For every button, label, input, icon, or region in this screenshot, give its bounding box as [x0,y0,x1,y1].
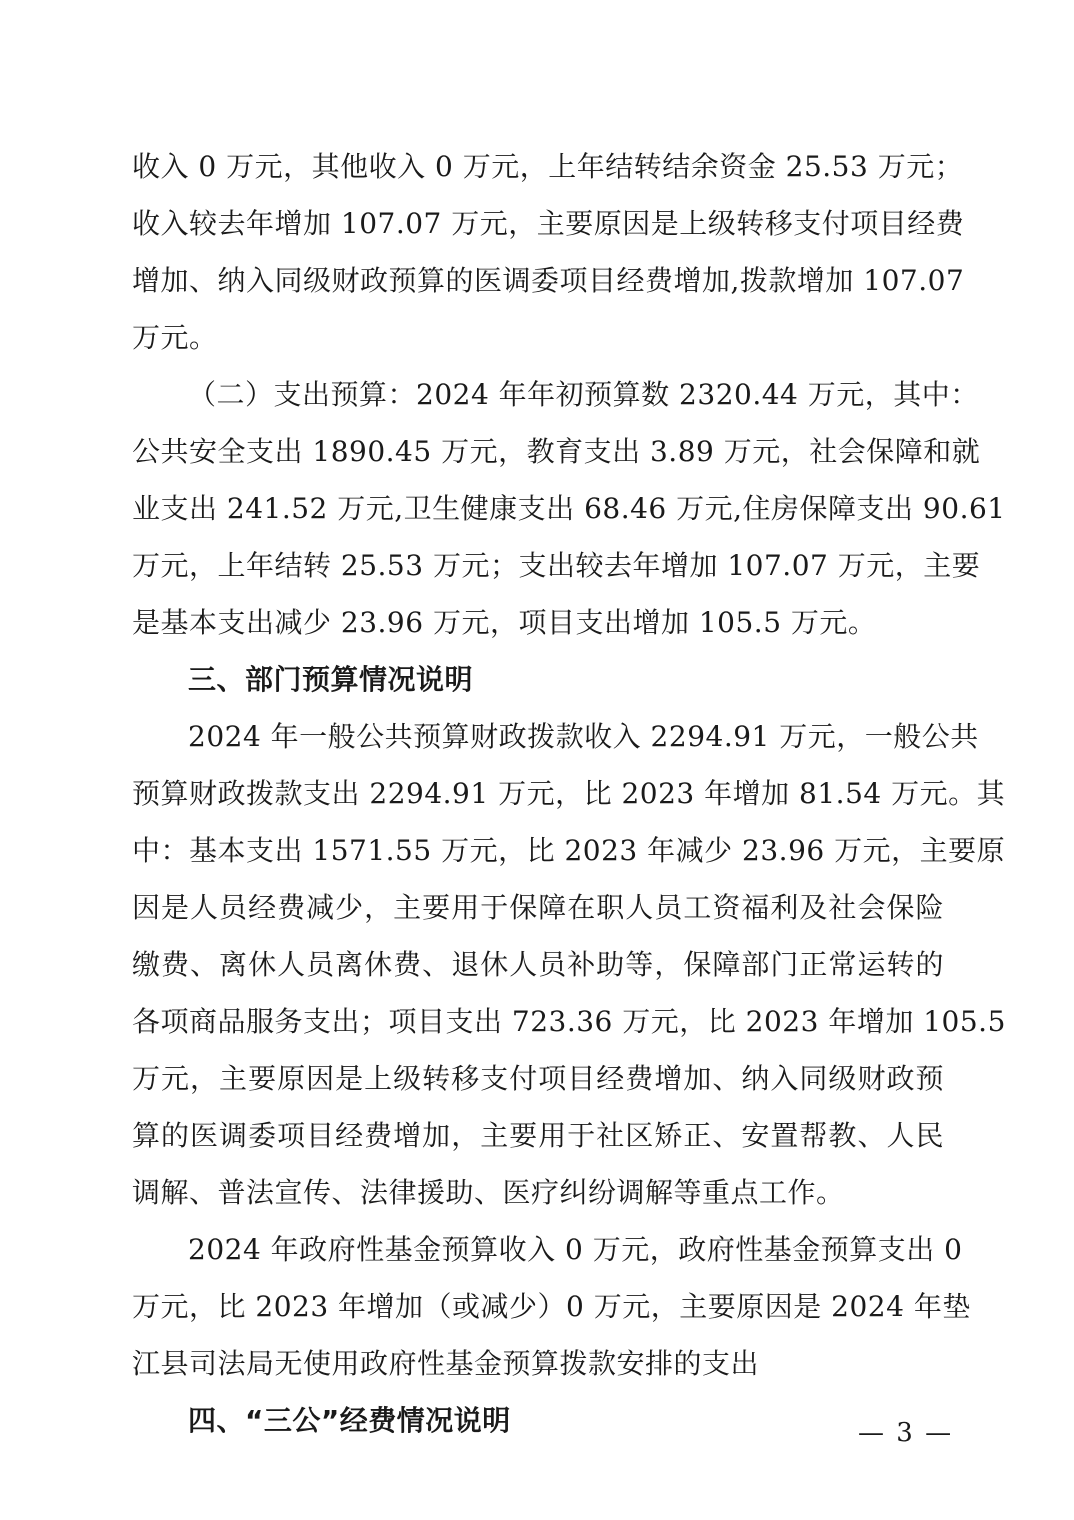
text-line: 是基本支出减少 23.96 万元，项目支出增加 105.5 万元。 [132,606,877,639]
paragraph-general-public-budget [132,708,1006,1221]
text-line: 算的医调委项目经费增加，主要用于社区矫正、安置帮教、人民 [132,1119,944,1152]
text-line: 中：基本支出 1571.55 万元，比 2023 年减少 23.96 万元，主要原 [132,834,1006,867]
text-line: 业支出 241.52 万元,卫生健康支出 68.46 万元,住房保障支出 90.61 [132,492,1006,525]
text-line: 收入 0 万元，其他收入 0 万元，上年结转结余资金 25.53 万元； [132,150,964,183]
text-line: 缴费、离休人员离休费、退休人员补助等，保障部门正常运转的 [132,948,944,981]
text-line: 万元，主要原因是上级转移支付项目经费增加、纳入同级财政预 [132,1062,944,1095]
text-line: 收入较去年增加 107.07 万元，主要原因是上级转移支付项目经费 [132,207,965,240]
page-number: — 3 — [858,1418,954,1448]
paragraph-income-continuation [132,138,965,366]
text-line: 2024 年一般公共预算财政拨款收入 2294.91 万元，一般公共 [188,720,979,753]
text-line: 公共安全支出 1890.45 万元，教育支出 3.89 万元，社会保障和就 [132,435,981,468]
text-line: 万元，比 2023 年增加（或减少）0 万元，主要原因是 2024 年垫 [132,1290,971,1323]
text-line: （二）支出预算：2024 年年初预算数 2320.44 万元，其中： [188,378,979,411]
section-heading-three-public-expenses: 四、“三公”经费情况说明 [188,1404,511,1437]
text-line: 2024 年政府性基金预算收入 0 万元，政府性基金预算支出 0 [188,1233,963,1266]
text-line: 江县司法局无使用政府性基金预算拨款安排的支出 [132,1347,760,1380]
text-line: 各项商品服务支出；项目支出 723.36 万元，比 2023 年增加 105.5 [132,1005,1006,1038]
text-line: 万元，上年结转 25.53 万元；支出较去年增加 107.07 万元，主要 [132,549,981,582]
text-line: 调解、普法宣传、法律援助、医疗纠纷调解等重点工作。 [132,1176,845,1209]
text-line: 因是人员经费减少，主要用于保障在职人员工资福利及社会保险 [132,891,944,924]
text-line: 预算财政拨款支出 2294.91 万元，比 2023 年增加 81.54 万元。其 [132,777,1006,810]
paragraph-government-fund-budget [132,1221,971,1392]
section-heading-department-budget: 三、部门预算情况说明 [188,663,474,696]
text-line: 万元。 [132,321,218,354]
document-body [132,138,1006,1449]
text-line: 增加、纳入同级财政预算的医调委项目经费增加,拨款增加 107.07 [132,264,965,297]
paragraph-expenditure-budget [132,366,1006,651]
